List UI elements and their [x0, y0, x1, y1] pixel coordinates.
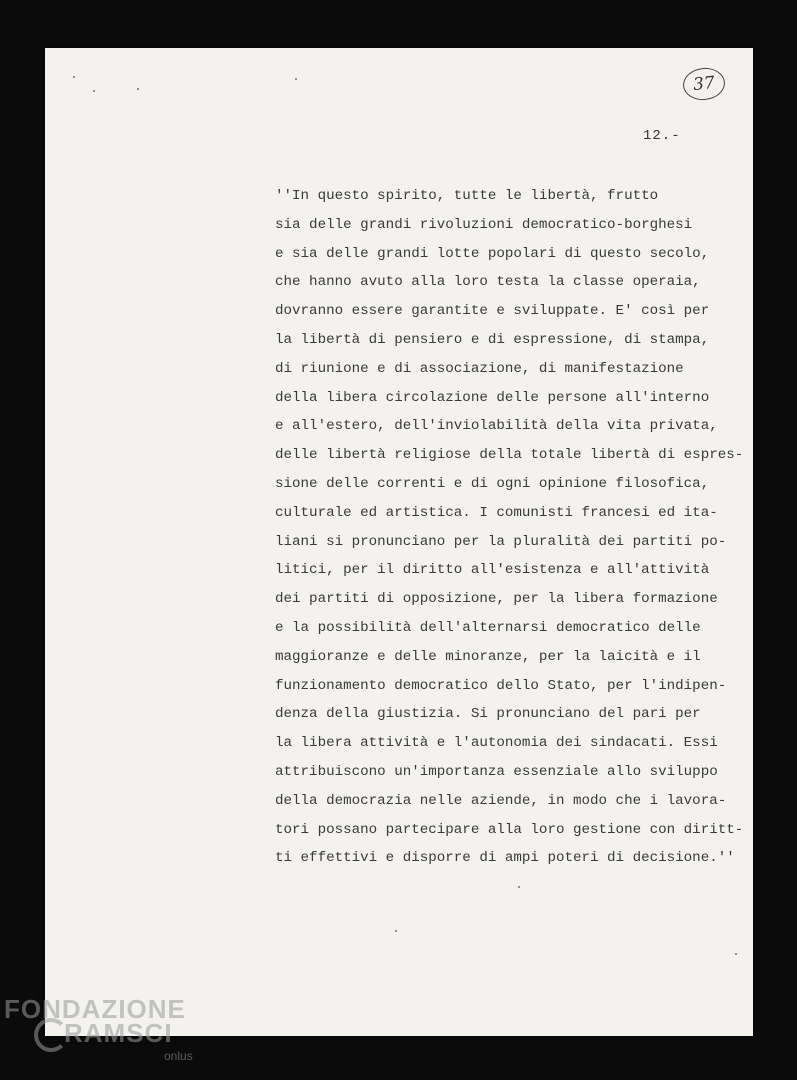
text-line: dovranno essere garantite e sviluppate. E' così per [275, 303, 710, 320]
paper-speck [93, 90, 95, 92]
text-line: della democrazia nelle aziende, in modo che i lavora- [275, 792, 727, 809]
text-line: funzionamento democratico dello Stato, per l'indipen- [275, 677, 727, 694]
text-line: e la possibilità dell'alternarsi democratico delle [275, 619, 701, 636]
text-line: attribuiscono un'importanza essenziale allo sviluppo [275, 763, 718, 780]
text-line: e sia delle grandi lotte popolari di questo secolo, [275, 245, 710, 262]
text-line: della libera circolazione delle persone all'interno [275, 389, 710, 406]
g-logo-icon [34, 1018, 68, 1052]
text-line: di riunione e di associazione, di manifestazione [275, 360, 684, 377]
archive-number-stamp: 37 [681, 66, 726, 102]
text-line: ''In questo spirito, tutte le libertà, frutto [275, 188, 659, 204]
text-line: liani si pronunciano per la pluralità dei partiti po- [275, 533, 727, 550]
paper-speck [73, 76, 75, 78]
page-number: 12.- [643, 128, 681, 144]
text-line: e all'estero, dell'inviolabilità della vita privata, [275, 418, 718, 435]
paper-speck [137, 88, 139, 90]
text-line: dei partiti di opposizione, per la libera formazione [275, 591, 718, 608]
text-line: denza della giustizia. Si pronunciano del pari per [275, 706, 701, 723]
text-line: sione delle correnti e di ogni opinione filosofica, [275, 475, 710, 492]
text-line: la libera attività e l'autonomia dei sindacati. Essi [275, 735, 718, 752]
paper-speck [395, 930, 397, 932]
text-line: delle libertà religiose della totale libertà di espres- [275, 447, 744, 464]
watermark-line1: FONDAZIONE [4, 994, 186, 1024]
watermark-suffix: onlus [164, 1049, 193, 1063]
fondazione-gramsci-watermark [4, 994, 204, 1074]
paper-speck [295, 78, 297, 80]
text-line: ti effettivi e disporre di ampi poteri di decisione.'' [275, 850, 735, 867]
text-line: sia delle grandi rivoluzioni democratico-borghesi [275, 216, 693, 233]
text-line: la libertà di pensiero e di espressione, di stampa, [275, 331, 710, 348]
text-line: culturale ed artistica. I comunisti francesi ed ita- [275, 504, 718, 521]
text-line: litici, per il diritto all'esistenza e all'attività [275, 562, 710, 579]
paper-speck [518, 886, 520, 888]
document-page [45, 48, 753, 1036]
text-line: maggioranze e delle minoranze, per la laicità e il [275, 648, 701, 665]
text-line: tori possano partecipare alla loro gestione con diritt- [275, 821, 744, 838]
text-line: che hanno avuto alla loro testa la classe operaia, [275, 274, 701, 291]
document-body [275, 182, 755, 873]
watermark-line2: RAMSCI [64, 1018, 173, 1048]
paper-speck [735, 953, 737, 955]
